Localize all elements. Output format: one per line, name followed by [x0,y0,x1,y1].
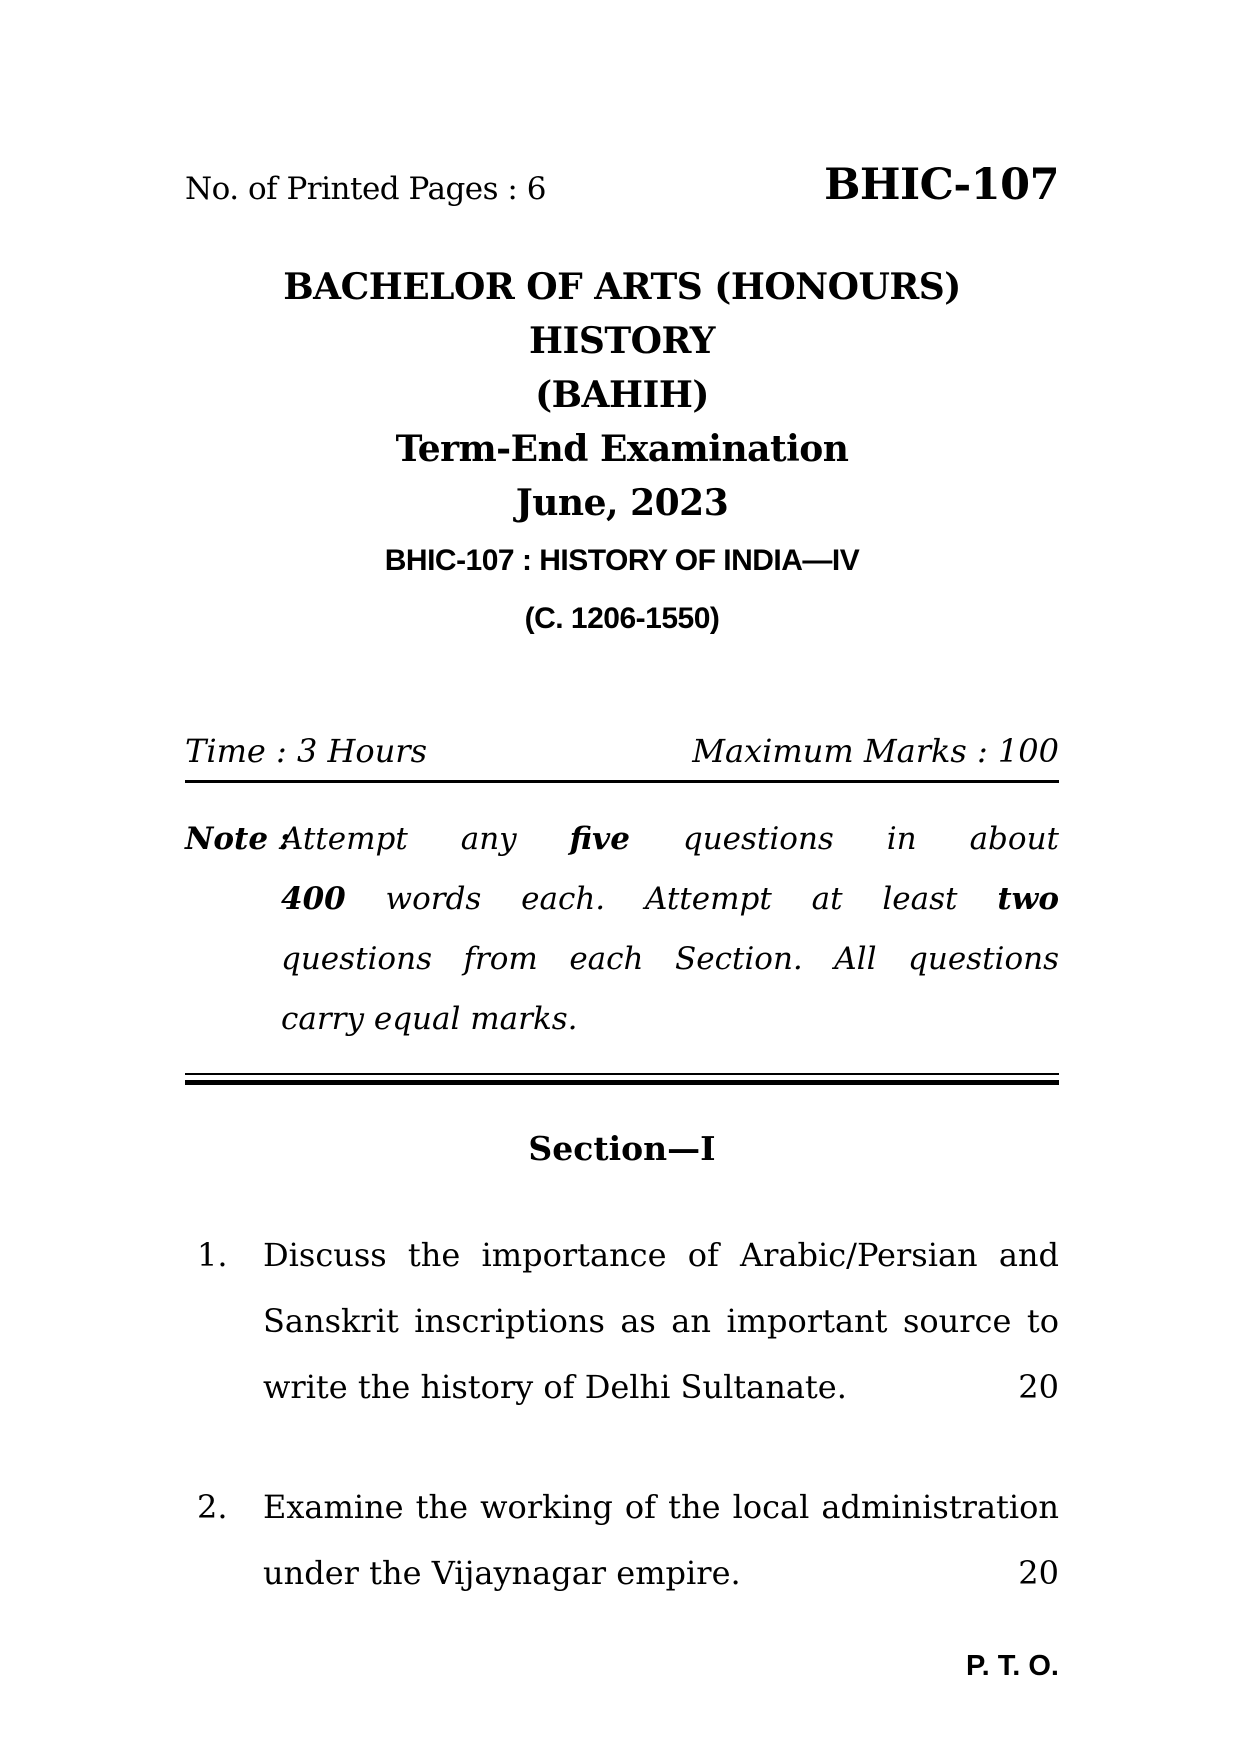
question-1-line-1: Discuss the importance of Arabic/Persian and [263,1236,1059,1274]
question-1-marks: 20 [1018,1368,1059,1406]
title-line-program: (BAHIH) [535,374,709,416]
question-2-last-line [263,1540,1059,1606]
title-block [185,260,1059,530]
note-line2-mid: words each. Attempt at least [385,881,958,917]
printed-pages-label: No. of Printed Pages : 6 [185,171,546,207]
question-1-last-text: write the history of Delhi Sultanate. [263,1368,847,1406]
time-allowed: Time : 3 Hours [185,732,428,770]
section-heading: Section—I [528,1129,716,1168]
note-line-4: carry equal marks. [281,1001,578,1037]
question-2-text [263,1474,1059,1606]
note-line-1 [281,809,1059,869]
title-line-subject: HISTORY [528,320,715,362]
question-2-marks: 20 [1018,1554,1059,1592]
question-2 [185,1474,1059,1606]
title-line-degree: BACHELOR OF ARTS (HONOURS) [283,266,961,308]
title-line-date: June, 2023 [515,482,729,524]
note-text [281,809,1059,1049]
header-row [185,160,1059,210]
maximum-marks: Maximum Marks : 100 [692,732,1059,770]
note-block [185,809,1059,1049]
note-line-2 [281,869,1059,929]
note-line1-pre: Attempt any [281,821,517,857]
note-line2-bold1: 400 [281,881,346,917]
note-line2-bold2: two [997,881,1059,917]
note-line-3: questions from each Section. All questions [281,941,1059,977]
question-1-last-line [263,1354,1059,1420]
course-period: (C. 1206-1550) [524,602,720,635]
single-rule [185,780,1059,783]
question-2-line-1: Examine the working of the local administration [263,1488,1059,1526]
question-1-line-2: Sanskrit inscriptions as an important source to [263,1302,1059,1340]
pto-label: P. T. O. [966,1650,1059,1682]
note-label: Note : [185,821,291,857]
question-2-last-text: under the Vijaynagar empire. [263,1554,741,1592]
question-1-text [263,1222,1059,1420]
question-1-number: 1. [197,1236,228,1274]
course-code-title: BHIC-107 : HISTORY OF INDIA—IV [384,544,860,577]
note-line1-post: questions in about [682,821,1059,857]
note-line1-bold: five [569,821,630,857]
question-2-number: 2. [197,1488,228,1526]
page-content [185,0,1059,1683]
double-rule [185,1073,1059,1085]
title-line-exam: Term-End Examination [395,428,849,470]
time-marks-row [185,732,1059,770]
paper-code: BHIC-107 [824,160,1059,210]
question-1 [185,1222,1059,1420]
